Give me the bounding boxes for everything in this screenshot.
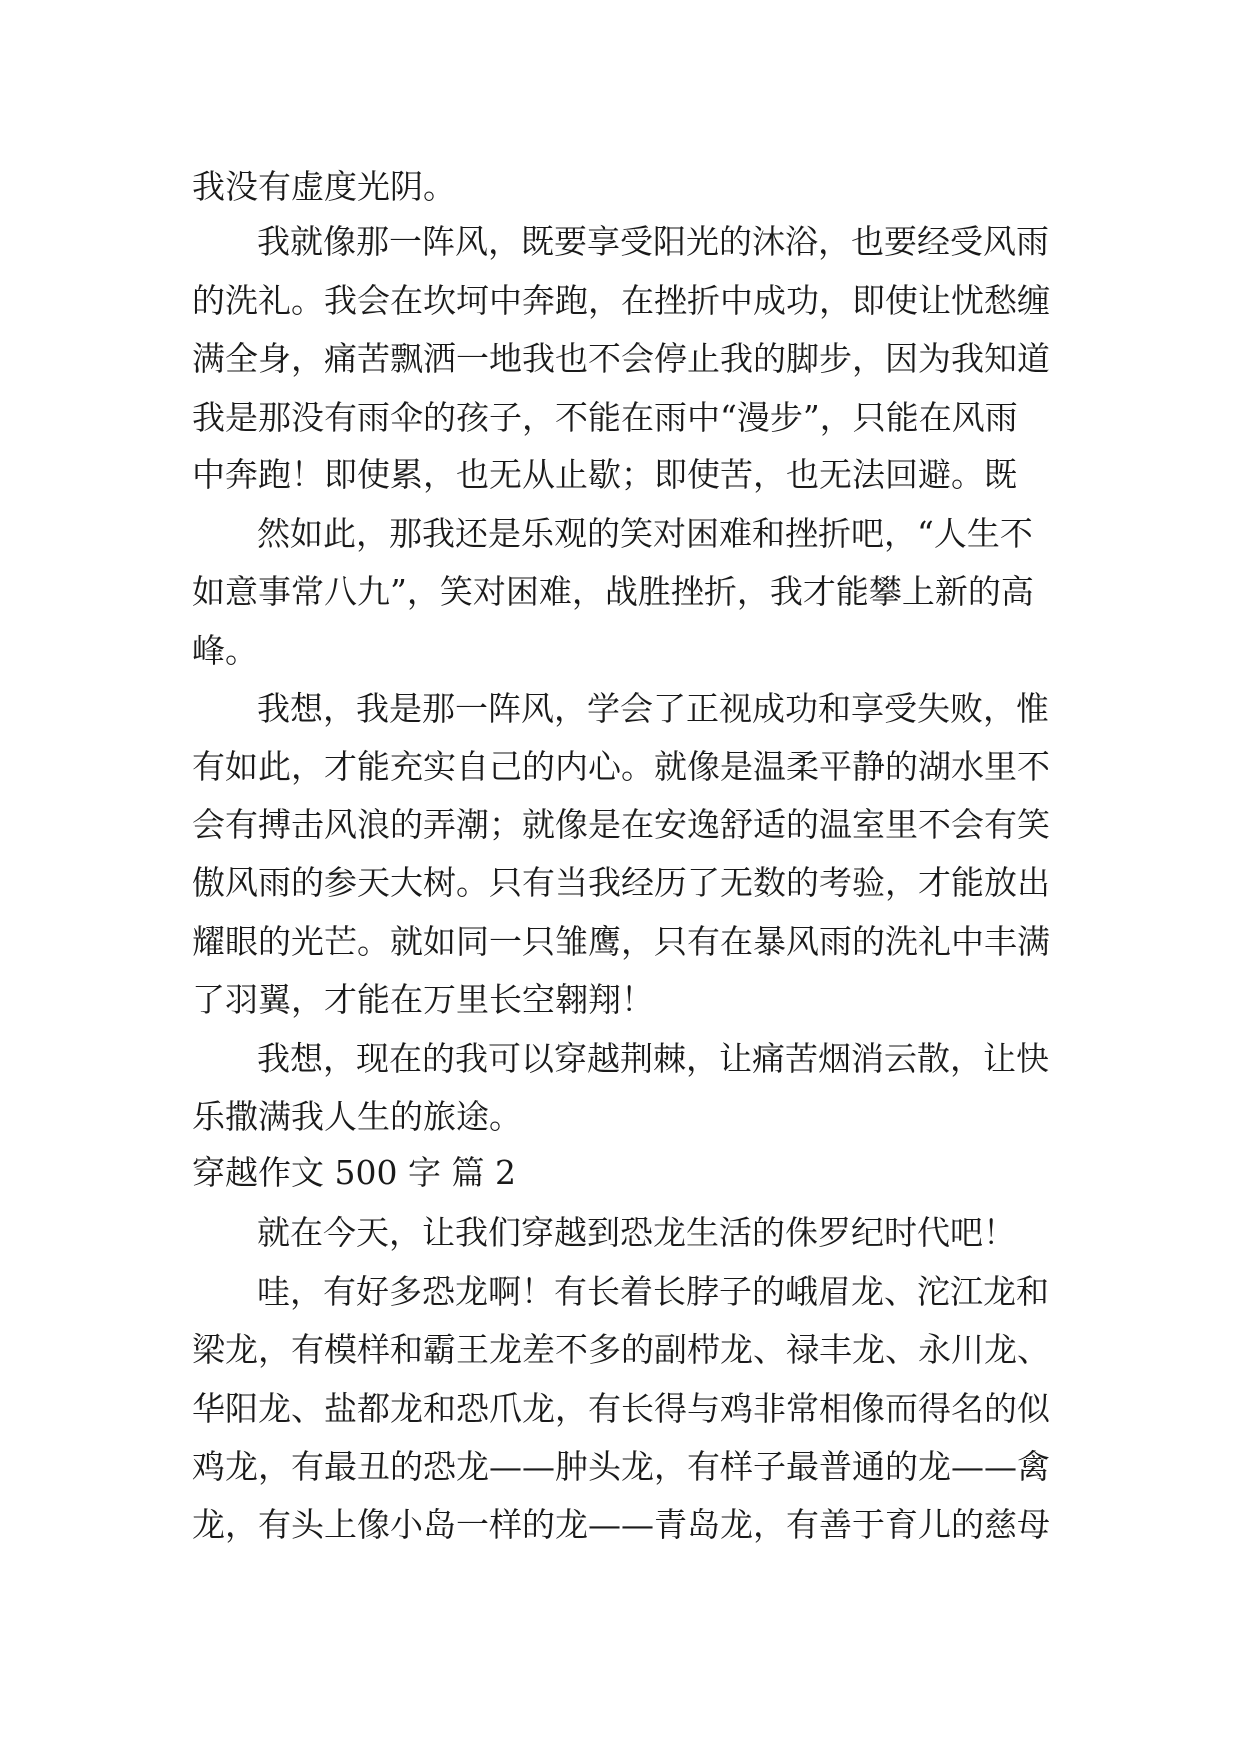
text-line: [0, 567, 1241, 617]
text-line: [0, 858, 1241, 908]
text-line: [0, 800, 1241, 850]
text-line: [0, 1384, 1241, 1434]
text-line: [0, 393, 1241, 443]
line-text: 就在今天，让我们穿越到恐龙生活的侏罗纪时代吧！: [257, 1213, 1016, 1252]
line-text: 梁龙，有模样和霸王龙差不多的副栉龙、禄丰龙、永川龙、: [192, 1330, 1050, 1369]
text-line: [0, 742, 1241, 792]
text-line: [0, 917, 1241, 967]
text-line: [0, 975, 1241, 1025]
line-text: 峰。: [192, 631, 258, 670]
line-text: 哇，有好多恐龙啊！有长着长脖子的峨眉龙、沱江龙和: [257, 1272, 1049, 1311]
line-text: 我想，我是那一阵风，学会了正视成功和享受失败，惟: [257, 689, 1049, 728]
line-text: 鸡龙，有最丑的恐龙——肿头龙，有样子最普通的龙——禽: [192, 1447, 1050, 1486]
line-text: 了羽翼，才能在万里长空翱翔！: [192, 980, 654, 1019]
line-text: 会有搏击风浪的弄潮；就像是在安逸舒适的温室里不会有笑: [192, 805, 1050, 844]
section-heading: [0, 1148, 1241, 1198]
line-text: 中奔跑！即使累，也无从止歇；即使苦，也无法回避。既: [192, 455, 1017, 494]
text-line: [0, 1325, 1241, 1375]
text-line: [0, 450, 1241, 500]
text-line: [0, 162, 1241, 212]
text-line: [0, 1442, 1241, 1492]
text-line: [0, 276, 1241, 326]
line-text: 耀眼的光芒。就如同一只雏鹰，只有在暴风雨的洗礼中丰满: [192, 922, 1050, 961]
line-text: 乐撒满我人生的旅途。: [192, 1097, 522, 1136]
line-text: 然如此，那我还是乐观的笑对困难和挫折吧，“人生不: [257, 514, 1033, 553]
section-heading-text: 穿越作文 500 字 篇 2: [192, 1153, 516, 1192]
text-line: [0, 1267, 1241, 1317]
line-text: 我就像那一阵风，既要享受阳光的沐浴，也要经受风雨: [257, 222, 1049, 261]
line-text: 我想，现在的我可以穿越荆棘，让痛苦烟消云散，让快: [257, 1039, 1049, 1078]
line-text: 我是那没有雨伞的孩子，不能在雨中“漫步”，只能在风雨: [192, 398, 1018, 437]
line-text: 我没有虚度光阴。: [192, 167, 456, 206]
text-line: [0, 626, 1241, 676]
text-line: [0, 1208, 1241, 1258]
line-text: 如意事常八九”，笑对困难，战胜挫折，我才能攀上新的高: [192, 572, 1034, 611]
line-text: 的洗礼。我会在坎坷中奔跑，在挫折中成功，即使让忧愁缠: [192, 281, 1050, 320]
line-text: 满全身，痛苦飘洒一地我也不会停止我的脚步，因为我知道: [192, 339, 1050, 378]
text-line: [0, 1500, 1241, 1550]
line-text: 有如此，才能充实自己的内心。就像是温柔平静的湖水里不: [192, 747, 1050, 786]
text-line: [0, 1034, 1241, 1084]
text-line: [0, 684, 1241, 734]
text-line: [0, 1092, 1241, 1142]
text-line: [0, 217, 1241, 267]
line-text: 傲风雨的参天大树。只有当我经历了无数的考验，才能放出: [192, 863, 1050, 902]
text-line: [0, 334, 1241, 384]
text-line: [0, 509, 1241, 559]
line-text: 华阳龙、盐都龙和恐爪龙，有长得与鸡非常相像而得名的似: [192, 1389, 1050, 1428]
line-text: 龙，有头上像小岛一样的龙——青岛龙，有善于育儿的慈母: [192, 1505, 1050, 1544]
